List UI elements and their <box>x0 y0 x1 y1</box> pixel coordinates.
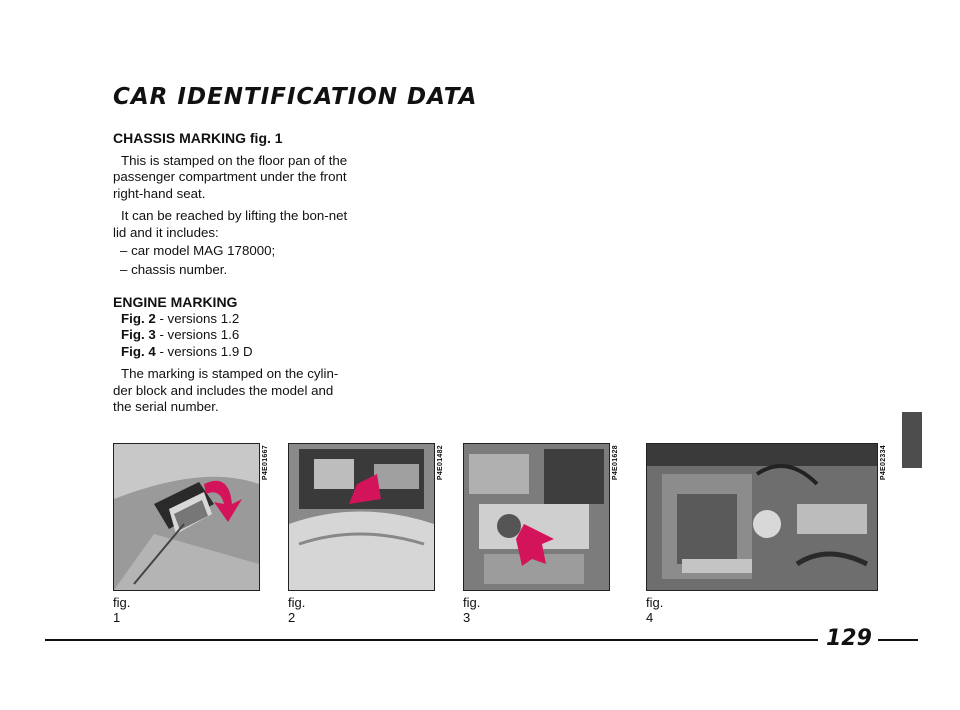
figure-code: P4E01628 <box>612 445 619 481</box>
engine-version-line <box>121 311 351 328</box>
text-column <box>113 130 351 416</box>
engine-photo-1-2 <box>288 443 435 591</box>
version-fig-ref: Fig. 2 <box>121 310 156 326</box>
version-text: - versions 1.2 <box>159 310 240 326</box>
section-tab <box>902 412 922 468</box>
version-text: - versions 1.9 D <box>159 343 253 359</box>
chassis-paragraph-1: This is stamped on the floor pan of the passenger compartment under the front right-hand seat. <box>113 152 348 201</box>
version-fig-ref: Fig. 4 <box>121 343 156 359</box>
chassis-item-model: – car model MAG 178000; <box>120 243 276 258</box>
engine-version-line <box>121 327 351 344</box>
chassis-photo <box>113 443 260 591</box>
figure-caption: fig. 3 <box>463 595 481 625</box>
figure-caption: fig. 2 <box>288 595 306 625</box>
chassis-item-number: – chassis number. <box>120 261 228 277</box>
figure-code: P4E01482 <box>437 445 444 481</box>
figure-code: P4E02334 <box>880 445 887 481</box>
page-number: 129 <box>826 626 872 651</box>
version-fig-ref: Fig. 3 <box>121 327 156 342</box>
chassis-heading: CHASSIS MARKING fig. 1 <box>113 130 283 146</box>
figure-code: P4E01667 <box>262 445 269 481</box>
engine-photo-1-6 <box>463 443 610 591</box>
chassis-paragraph-2: It can be reached by lifting the bon-net lid and it includes: <box>113 208 348 240</box>
engine-version-line <box>121 344 351 361</box>
engine-photo-1-9d <box>646 443 878 591</box>
engine-heading: ENGINE MARKING <box>113 294 238 310</box>
footer-rule-right <box>878 639 918 641</box>
figure-caption: fig. 1 <box>113 595 131 625</box>
version-text: - versions 1.6 <box>159 327 240 342</box>
page-title: CAR IDENTIFICATION DATA <box>113 84 478 110</box>
engine-paragraph: The marking is stamped on the cylin-der block and includes the model and the serial number. <box>113 366 339 414</box>
figure-caption: fig. 4 <box>646 595 664 625</box>
footer-rule-left <box>45 639 818 641</box>
